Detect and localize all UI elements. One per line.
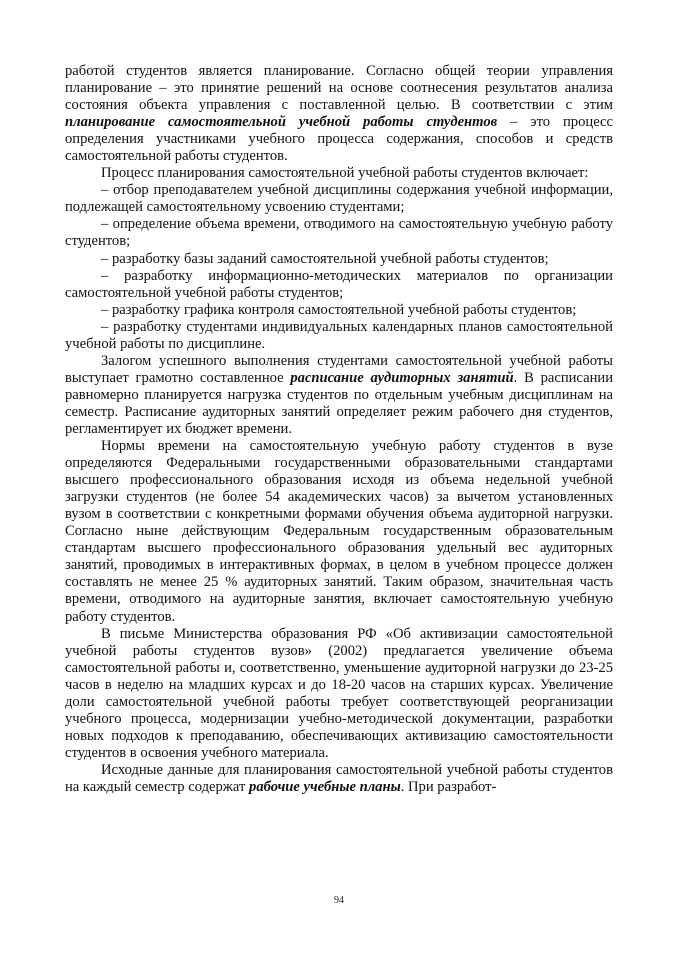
text-run: . В расписании равномерно планируется нагрузка студентов по отдельным учебным дисциплинам на семестр. Расписание аудиторных занятий определяет режим рабочего дня студентов, регламентирует их бюджет времени.	[65, 369, 613, 437]
list-item: – определение объема времени, отводимого на самостоятельную учебную работу студентов;	[65, 216, 613, 250]
paragraph-planning-definition	[65, 63, 613, 165]
paragraph-schedule	[65, 353, 613, 438]
emphasis-term: расписание аудиторных занятий	[290, 369, 514, 386]
list-item: – отбор преподавателем учебной дисциплины содержания учебной информации, подлежащей самостоятельному усвоению студентами;	[65, 182, 613, 216]
document-page	[65, 63, 613, 796]
text-run: . При разработ-	[400, 778, 497, 795]
list-item: – разработку студентами индивидуальных календарных планов самостоятельной учебной работы по дисциплине.	[65, 318, 613, 352]
list-item: – разработку базы заданий самостоятельной учебной работы студентов;	[101, 250, 549, 267]
emphasis-term: планирование самостоятельной учебной работы студентов	[65, 114, 498, 131]
list-item: – разработку графика контроля самостоятельной учебной работы студентов;	[101, 301, 577, 318]
paragraph-time-norms: Нормы времени на самостоятельную учебную работу студентов в вузе определяются Федеральными государственными образовательными стандартами высшего профессионального образования исходя из объема недельной учебной загрузки студентов (не более 54 академических часов) за вычетом установленных вузом в соответствии с конкретными формами обучения объема аудиторной нагрузки. Согласно ныне действующим Федеральным государственным образовательным стандартам высшего профессионального образования удельный вес аудиторных занятий, проводимых в интерактивных формах, в целом в учебном процессе должен составлять не менее 25 % аудиторных занятий. Таким образом, значительная часть времени, отводимого на аудиторные занятия, включает самостоятельную учебную работу студентов.	[65, 438, 613, 625]
paragraph-ministry-letter: В письме Министерства образования РФ «Об активизации самостоятельной учебной работы студентов вузов» (2002) предлагается увеличение объема самостоятельной работы и, соответственно, уменьшение аудиторной нагрузки до 23-25 часов в неделю на младших курсах и до 18-20 часов на старших курсах. Увеличение доли самостоятельной учебной работы требует соответствующей реорганизации учебного процесса, модернизации учебно-методической документации, разработки новых подходов к преподаванию, обеспечивающих активизацию самостоятельности студентов в освоения учебного материала.	[65, 625, 613, 761]
paragraph-curricula	[65, 762, 613, 796]
paragraph-process-intro: Процесс планирования самостоятельной учебной работы студентов включает:	[101, 165, 589, 182]
text-run: Исходные данные для планирования самостоятельной учебной работы студентов на каждый семестр содержат	[65, 761, 613, 795]
page-number: 94	[334, 895, 344, 906]
text-run: – это процесс определения участниками учебного процесса содержания, способов и средств самостоятельной работы студентов.	[65, 114, 613, 165]
text-run: работой студентов является планирование. Согласно общей теории управления планирование – это принятие решений на основе соотнесения результатов анализа состояния объекта управления с поставленной целью. В соответствии с этим	[65, 63, 613, 114]
emphasis-term: рабочие учебные планы	[249, 778, 401, 795]
list-item: – разработку информационно-методических материалов по организации самостоятельной учебной работы студентов;	[65, 267, 613, 301]
text-run: Залогом успешного выполнения студентами самостоятельной учебной работы выступает грамотно составленное	[65, 352, 613, 386]
